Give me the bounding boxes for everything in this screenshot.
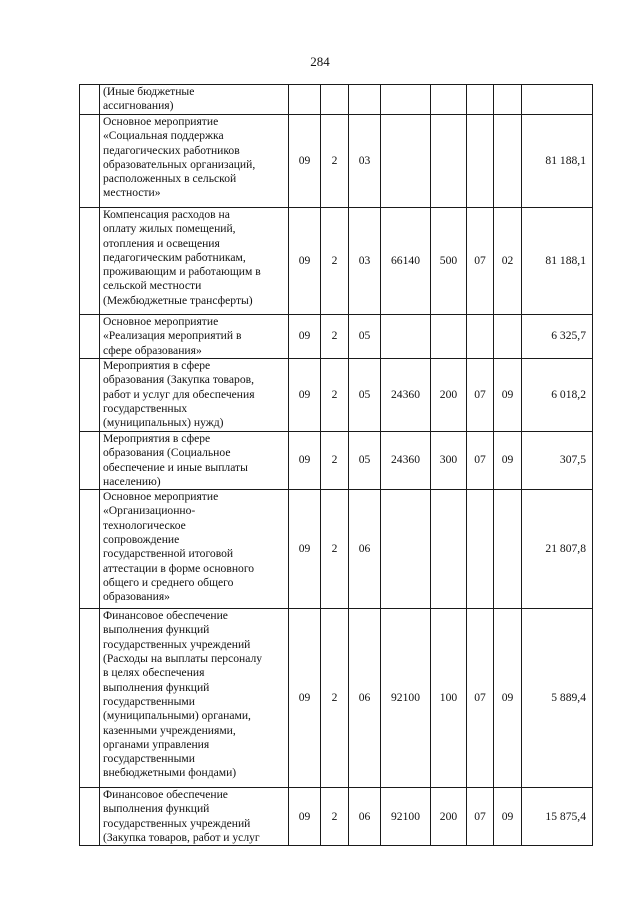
description-line: сфере образования» [103,343,202,357]
description-line: государственных учреждений [103,637,251,651]
description-line: аттестации в форме основного [103,561,255,575]
description-line: расположенных в сельской [103,172,237,186]
description-line: казенными учреждениями, [103,723,236,737]
code-cell-c3: 03 [349,115,381,208]
description-line: (Расходы на выплаты персоналу [103,652,263,666]
code-cell-c2: 2 [321,115,349,208]
code-cell-c2: 2 [321,609,349,788]
description-line: «Социальная поддержка [103,129,224,143]
description-line: выполнения функций [103,680,210,694]
amount-cell: 81 188,1 [522,115,593,208]
code-cell-c7: 09 [494,359,522,432]
description-line: (муниципальными) органами, [103,709,251,723]
table-row [80,208,593,315]
code-cell-c4 [381,85,431,115]
amount-cell: 15 875,4 [522,788,593,846]
description-line: (Иные бюджетные [103,85,195,98]
description-line: органами управления [103,737,210,751]
amount-cell [522,85,593,115]
code-cell-c6 [467,115,494,208]
row-description [100,85,289,115]
row-description [100,115,289,208]
description-line: Мероприятия в сфере [103,359,211,372]
code-cell-c1: 09 [289,315,321,359]
code-cell-c6: 07 [467,788,494,846]
description-line: Финансовое обеспечение [103,788,228,802]
code-cell-c6: 07 [467,208,494,315]
description-line: проживающим и работающим в [103,265,261,279]
description-line: государственной итоговой [103,547,234,561]
blank-cell [80,359,100,432]
code-cell-c1: 09 [289,788,321,846]
code-cell-c1: 09 [289,359,321,432]
code-cell-c4 [381,315,431,359]
code-cell-c4: 24360 [381,359,431,432]
code-cell-c7 [494,315,522,359]
code-cell-c1: 09 [289,432,321,490]
code-cell-c7: 02 [494,208,522,315]
description-line: Мероприятия в сфере [103,432,211,445]
table-body [80,85,593,846]
code-cell-c2: 2 [321,208,349,315]
blank-cell [80,609,100,788]
description-line: Основное мероприятие [103,315,219,328]
description-line: Основное мероприятие [103,115,219,128]
code-cell-c2: 2 [321,490,349,609]
table-row [80,115,593,208]
blank-cell [80,315,100,359]
description-line: обеспечение и иные выплаты [103,460,248,474]
code-cell-c6: 07 [467,609,494,788]
description-line: педагогическим работникам, [103,250,246,264]
code-cell-c6 [467,490,494,609]
description-line: Компенсация расходов на [103,208,230,221]
code-cell-c4: 24360 [381,432,431,490]
description-line: отопления и освещения [103,236,220,250]
code-cell-c2: 2 [321,788,349,846]
description-line: «Реализация мероприятий в [103,329,242,343]
code-cell-c5 [431,85,467,115]
description-line: работ и услуг для обеспечения [103,387,255,401]
description-line: «Организационно- [103,504,196,518]
code-cell-c2: 2 [321,315,349,359]
table-row [80,609,593,788]
table-row [80,85,593,115]
blank-cell [80,115,100,208]
description-line: общего и среднего общего [103,575,234,589]
description-line: технологическое [103,518,186,532]
row-description [100,490,289,609]
code-cell-c5: 200 [431,788,467,846]
description-line: образования (Закупка товаров, [103,373,254,387]
code-cell-c1: 09 [289,490,321,609]
amount-cell: 6 018,2 [522,359,593,432]
description-line: образования (Социальное [103,446,231,460]
code-cell-c3: 05 [349,315,381,359]
description-line: внебюджетными фондами) [103,766,237,780]
table-row [80,490,593,609]
code-cell-c6 [467,315,494,359]
code-cell-c7: 09 [494,788,522,846]
code-cell-c6: 07 [467,359,494,432]
code-cell-c3: 05 [349,432,381,490]
code-cell-c5: 200 [431,359,467,432]
code-cell-c3: 05 [349,359,381,432]
description-line: в целях обеспечения [103,666,205,680]
description-line: Основное мероприятие [103,490,219,504]
description-line: оплату жилых помещений, [103,222,236,236]
description-line: образования» [103,590,170,604]
description-line: выполнения функций [103,623,210,637]
code-cell-c2: 2 [321,359,349,432]
code-cell-c7 [494,115,522,208]
amount-cell: 5 889,4 [522,609,593,788]
code-cell-c7 [494,490,522,609]
amount-cell: 307,5 [522,432,593,490]
row-description [100,208,289,315]
code-cell-c4: 66140 [381,208,431,315]
code-cell-c1: 09 [289,208,321,315]
code-cell-c1 [289,85,321,115]
description-line: (муниципальных) нужд) [103,416,224,430]
code-cell-c3 [349,85,381,115]
description-line: педагогических работников [103,143,240,157]
table-row [80,788,593,846]
code-cell-c4: 92100 [381,609,431,788]
blank-cell [80,490,100,609]
code-cell-c1: 09 [289,609,321,788]
description-line: государственными [103,694,195,708]
code-cell-c7 [494,85,522,115]
row-description [100,609,289,788]
table-row [80,315,593,359]
description-line: населению) [103,474,161,488]
blank-cell [80,432,100,490]
description-line: сопровождение [103,533,180,547]
code-cell-c4 [381,490,431,609]
description-line: (Межбюджетные трансферты) [103,293,253,307]
code-cell-c1: 09 [289,115,321,208]
row-description [100,315,289,359]
description-line: образовательных организаций, [103,157,256,171]
amount-cell: 21 807,8 [522,490,593,609]
code-cell-c5 [431,315,467,359]
code-cell-c5 [431,115,467,208]
row-description [100,432,289,490]
code-cell-c7: 09 [494,432,522,490]
description-line: выполнения функций [103,802,210,816]
code-cell-c2 [321,85,349,115]
table-row [80,359,593,432]
description-line: местности» [103,186,161,200]
description-line: сельской местности [103,279,202,293]
description-line: государственных учреждений [103,816,251,830]
code-cell-c3: 06 [349,788,381,846]
row-description [100,359,289,432]
description-line: государственных [103,401,188,415]
code-cell-c6 [467,85,494,115]
page-number: 284 [310,54,330,69]
code-cell-c3: 03 [349,208,381,315]
blank-cell [80,208,100,315]
amount-cell: 6 325,7 [522,315,593,359]
code-cell-c5: 100 [431,609,467,788]
code-cell-c4 [381,115,431,208]
description-line: государственными [103,752,195,766]
code-cell-c4: 92100 [381,788,431,846]
code-cell-c5: 500 [431,208,467,315]
code-cell-c2: 2 [321,432,349,490]
code-cell-c7: 09 [494,609,522,788]
description-line: ассигнования) [103,99,174,113]
code-cell-c3: 06 [349,490,381,609]
blank-cell [80,788,100,846]
blank-cell [80,85,100,115]
budget-table [79,84,593,846]
code-cell-c5: 300 [431,432,467,490]
table-row [80,432,593,490]
code-cell-c3: 06 [349,609,381,788]
description-line: Финансовое обеспечение [103,609,228,623]
amount-cell: 81 188,1 [522,208,593,315]
code-cell-c5 [431,490,467,609]
description-line: (Закупка товаров, работ и услуг [103,831,260,845]
code-cell-c6: 07 [467,432,494,490]
row-description [100,788,289,846]
